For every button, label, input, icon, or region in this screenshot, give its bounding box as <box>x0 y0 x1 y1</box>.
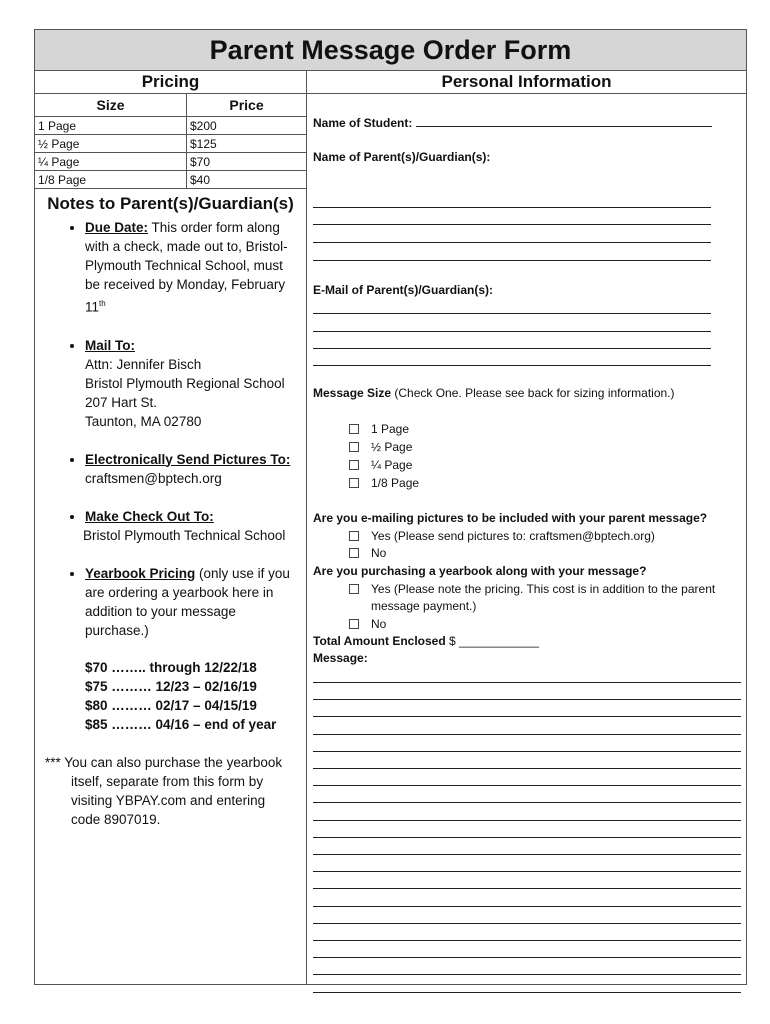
mail-line: Taunton, MA 02780 <box>85 413 202 429</box>
form-title: Parent Message Order Form <box>35 30 746 71</box>
mail-to-label: Mail To: <box>85 337 135 353</box>
checkbox[interactable] <box>349 584 359 594</box>
checkbox[interactable] <box>349 531 359 541</box>
table-row <box>35 153 306 171</box>
message-size-label: Message Size <box>313 386 392 400</box>
message-input-line[interactable] <box>313 837 741 838</box>
option-label: No <box>371 546 387 560</box>
checkbox[interactable] <box>349 442 359 452</box>
footer-line: code 8907019. <box>71 811 161 827</box>
mail-line: Bristol Plymouth Regional School <box>85 375 285 391</box>
size-option-half-page[interactable] <box>349 440 412 454</box>
footer-line: visiting YBPAY.com and entering <box>71 792 266 808</box>
total-amount-label: Total Amount Enclosed <box>313 634 446 648</box>
table-row <box>35 117 306 135</box>
yearbook-no-option[interactable] <box>349 617 386 631</box>
order-form <box>34 29 747 985</box>
email-input-line[interactable] <box>313 348 711 349</box>
size-column-header: Size <box>35 94 187 117</box>
message-input-line[interactable] <box>313 871 741 872</box>
table-row <box>35 135 306 153</box>
message-input-line[interactable] <box>313 820 741 821</box>
list-item <box>85 218 306 317</box>
pictures-yes-option[interactable] <box>349 529 655 543</box>
size-option-1-page[interactable] <box>349 422 409 436</box>
checkbox[interactable] <box>349 460 359 470</box>
footer-line: itself, separate from this form by <box>71 773 264 789</box>
footer-line: *** You can also purchase the yearbook <box>45 754 283 770</box>
personal-info-heading: Personal Information <box>307 70 746 94</box>
total-amount-field[interactable] <box>313 634 740 648</box>
email-input-line[interactable] <box>313 365 711 366</box>
due-date-sup: th <box>99 299 106 308</box>
yearbook-price: $85 ……… 04/16 – end of year <box>85 716 277 732</box>
parent-label: Name of Parent(s)/Guardian(s): <box>313 150 491 164</box>
option-label: Yes (Please send pictures to: craftsmen@bptech.org) <box>371 529 655 543</box>
parent-label-wrap <box>313 150 740 164</box>
checkbox[interactable] <box>349 478 359 488</box>
message-input-line[interactable] <box>313 992 741 993</box>
yearbook-price-list <box>85 658 300 734</box>
yearbook-question: Are you purchasing a yearbook along with your message? <box>313 564 647 578</box>
option-label: 1 Page <box>371 422 410 436</box>
list-item <box>85 507 306 545</box>
left-column <box>35 94 306 984</box>
price-cell: $40 <box>187 171 307 189</box>
pictures-question: Are you e-mailing pictures to be included with your parent message? <box>313 511 708 525</box>
option-label: ½ Page <box>371 440 413 454</box>
pricing-table <box>35 94 306 189</box>
student-label: Name of Student: <box>313 116 413 130</box>
message-input-line[interactable] <box>313 716 741 717</box>
message-input-line[interactable] <box>313 854 741 855</box>
check-to-label: Make Check Out To: <box>85 508 214 524</box>
message-input-line[interactable] <box>313 923 741 924</box>
total-amount-value[interactable]: $ ____________ <box>449 634 540 648</box>
yearbook-pricing-label: Yearbook Pricing <box>85 565 196 581</box>
message-input-line[interactable] <box>313 888 741 889</box>
option-label: Yes (Please note the pricing. This cost is in addition to the parent <box>371 582 716 596</box>
due-date-text: This order form along with a check, made out to, Bristol-Plymouth Technical School, must be received by Monday, February 11 <box>85 220 288 315</box>
price-cell: $200 <box>187 117 307 135</box>
size-cell: ¼ Page <box>35 153 187 171</box>
parent-input-line[interactable] <box>313 260 711 261</box>
yearbook-price: $70 …….. through 12/22/18 <box>85 659 257 675</box>
price-cell: $70 <box>187 153 307 171</box>
parent-input-line[interactable] <box>313 224 711 225</box>
message-input-line[interactable] <box>313 734 741 735</box>
yearbook-yes-option[interactable] <box>349 582 715 596</box>
checkbox[interactable] <box>349 424 359 434</box>
parent-input-line[interactable] <box>313 207 711 208</box>
pricing-heading: Pricing <box>35 70 306 94</box>
message-size-wrap <box>313 386 740 400</box>
yearbook-price: $75 ……… 12/23 – 02/16/19 <box>85 678 257 694</box>
yearbook-price: $80 ……… 02/17 – 04/15/19 <box>85 697 257 713</box>
mail-line: Attn: Jennifer Bisch <box>85 356 202 372</box>
pictures-no-option[interactable] <box>349 546 386 560</box>
student-input-line[interactable] <box>416 116 712 127</box>
list-item <box>85 564 306 734</box>
size-cell: 1 Page <box>35 117 187 135</box>
list-item <box>85 450 306 488</box>
email-input-line[interactable] <box>313 313 711 314</box>
message-input-line[interactable] <box>313 699 741 700</box>
size-cell: ½ Page <box>35 135 187 153</box>
notes-list <box>35 218 306 734</box>
message-input-line[interactable] <box>313 957 741 958</box>
message-label: Message: <box>313 651 368 665</box>
message-input-line[interactable] <box>313 785 741 786</box>
size-option-quarter-page[interactable] <box>349 458 412 472</box>
message-input-line[interactable] <box>313 768 741 769</box>
size-option-eighth-page[interactable] <box>349 476 419 490</box>
parent-input-line[interactable] <box>313 242 711 243</box>
mail-line: 207 Hart St. <box>85 394 158 410</box>
checkbox[interactable] <box>349 548 359 558</box>
email-input-line[interactable] <box>313 331 711 332</box>
right-column <box>306 94 746 984</box>
notes-heading: Notes to Parent(s)/Guardian(s) <box>47 194 294 213</box>
yearbook-pricing-text: (only use if you are ordering a yearbook here in addition to your message purchase.) <box>85 565 290 638</box>
list-item <box>85 336 306 431</box>
option-label: 1/8 Page <box>371 476 420 490</box>
message-size-note: (Check One. Please see back for sizing information.) <box>391 386 675 400</box>
option-label: No <box>371 617 387 631</box>
table-row <box>35 171 306 189</box>
email-label-wrap <box>313 283 740 297</box>
message-input-line[interactable] <box>313 940 741 941</box>
checkbox[interactable] <box>349 619 359 629</box>
message-input-line[interactable] <box>313 751 741 752</box>
price-column-header: Price <box>187 94 307 117</box>
send-pictures-label: Electronically Send Pictures To: <box>85 451 291 467</box>
yearbook-yes-continued: message payment.) <box>371 599 477 613</box>
message-input-line[interactable] <box>313 802 741 803</box>
option-label: ¼ Page <box>371 458 413 472</box>
check-to-value: Bristol Plymouth Technical School <box>83 527 286 543</box>
student-field[interactable] <box>313 116 740 130</box>
email-label: E-Mail of Parent(s)/Guardian(s): <box>313 283 494 297</box>
message-input-line[interactable] <box>313 906 741 907</box>
due-date-label: Due Date: <box>85 220 149 235</box>
send-pictures-email: craftsmen@bptech.org <box>85 470 222 486</box>
size-cell: 1/8 Page <box>35 171 187 189</box>
price-cell: $125 <box>187 135 307 153</box>
message-input-line[interactable] <box>313 682 741 683</box>
message-input-line[interactable] <box>313 974 741 975</box>
footer-note <box>35 753 306 829</box>
